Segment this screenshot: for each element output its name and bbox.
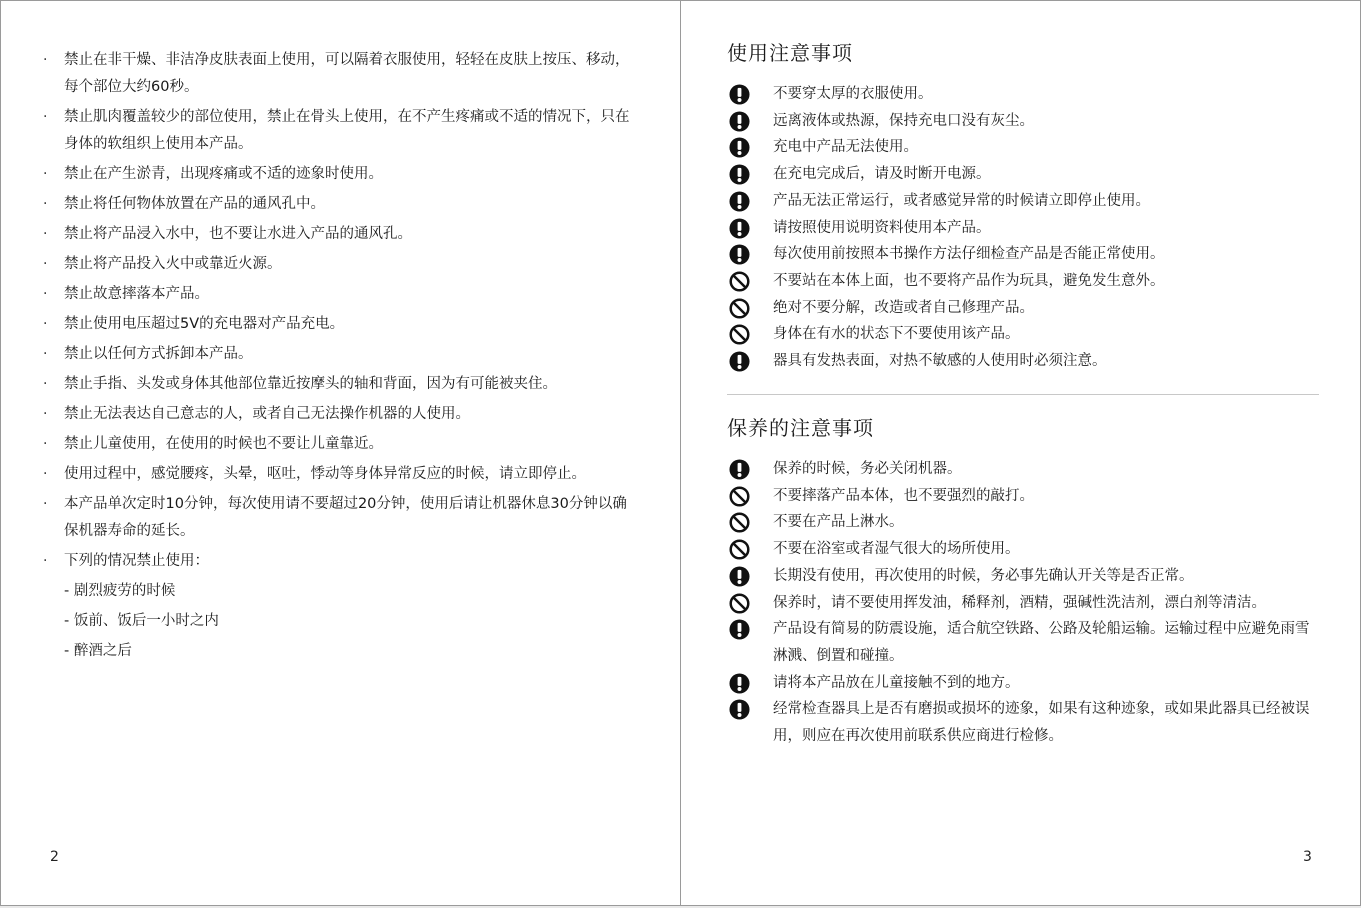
note-item bbox=[727, 241, 1319, 268]
sub-list-item: - 饭前、饭后一小时之内 bbox=[64, 613, 219, 629]
note-text: 请将本产品放在儿童接触不到的地方。 bbox=[773, 674, 1020, 691]
note-text: 产品设有简易的防震设施，适合航空铁路、公路及轮船运输。运输过程中应避免雨雪淋溅、倒置和碰撞。 bbox=[773, 621, 1310, 664]
list-item bbox=[43, 221, 633, 248]
note-text: 每次使用前按照本书操作方法仔细检查产品是否能正常使用。 bbox=[773, 246, 1165, 263]
list-item-text: 下列的情况禁止使用： bbox=[64, 553, 209, 569]
prohibited-icon bbox=[729, 539, 750, 560]
exclamation-icon bbox=[729, 244, 750, 265]
bullet-dot: · bbox=[43, 286, 48, 302]
bullet-dot: · bbox=[43, 256, 48, 272]
note-text: 不要在浴室或者湿气很大的场所使用。 bbox=[773, 541, 1020, 558]
bullet-dot: · bbox=[43, 466, 48, 482]
note-item bbox=[727, 456, 1319, 483]
note-text: 远离液体或热源，保持充电口没有灰尘。 bbox=[773, 112, 1034, 129]
bullet-dot: · bbox=[43, 316, 48, 332]
note-text: 不要在产品上淋水。 bbox=[773, 514, 904, 531]
exclamation-icon bbox=[729, 218, 750, 239]
usage-section bbox=[727, 39, 1319, 375]
bullet-dot: · bbox=[43, 109, 48, 125]
prohibited-icon bbox=[729, 512, 750, 533]
note-text: 绝对不要分解，改造或者自己修理产品。 bbox=[773, 299, 1034, 316]
bullet-dot: · bbox=[43, 376, 48, 392]
section-divider bbox=[727, 394, 1319, 395]
note-text: 不要穿太厚的衣服使用。 bbox=[773, 86, 933, 102]
note-text: 器具有发热表面，对热不敏感的人使用时必须注意。 bbox=[773, 353, 1107, 370]
left-page bbox=[0, 0, 681, 906]
prohibition-list bbox=[43, 47, 633, 668]
list-item bbox=[43, 47, 633, 101]
note-item bbox=[727, 696, 1319, 749]
bullet-dot: · bbox=[43, 496, 48, 512]
list-item bbox=[43, 371, 633, 398]
bullet-dot: · bbox=[43, 553, 48, 569]
bullet-dot: · bbox=[43, 436, 48, 452]
list-item bbox=[43, 461, 633, 488]
note-item bbox=[727, 161, 1319, 188]
usage-section-title: 使用注意事项 bbox=[727, 41, 853, 65]
prohibited-icon bbox=[729, 324, 750, 345]
exclamation-icon bbox=[729, 699, 750, 720]
note-item bbox=[727, 590, 1319, 617]
exclamation-icon bbox=[729, 459, 750, 480]
note-item bbox=[727, 108, 1319, 135]
note-item bbox=[727, 563, 1319, 590]
list-item-text: 禁止故意摔落本产品。 bbox=[64, 286, 209, 302]
list-item bbox=[43, 491, 633, 545]
exclamation-icon bbox=[729, 111, 750, 132]
note-item bbox=[727, 268, 1319, 295]
list-item-text: 禁止将产品浸入水中，也不要让水进入产品的通风孔。 bbox=[64, 226, 412, 242]
list-item bbox=[43, 104, 633, 158]
note-text: 产品无法正常运行，或者感觉异常的时候请立即停止使用。 bbox=[773, 192, 1150, 209]
note-text: 保养的时候，务必关闭机器。 bbox=[773, 461, 962, 477]
prohibited-icon bbox=[729, 271, 750, 292]
list-item bbox=[43, 341, 633, 368]
list-item-text: 禁止肌肉覆盖较少的部位使用，禁止在骨头上使用，在不产生疼痛或不适的情况下，只在身体的软组织上使用本产品。 bbox=[64, 109, 630, 152]
note-item bbox=[727, 215, 1319, 242]
exclamation-icon bbox=[729, 191, 750, 212]
maintenance-notes-list bbox=[727, 456, 1319, 750]
list-item bbox=[43, 431, 633, 458]
list-item bbox=[43, 548, 633, 575]
bullet-dot: · bbox=[43, 226, 48, 242]
prohibited-icon bbox=[729, 298, 750, 319]
list-item-text: 使用过程中，感觉腰疼，头晕，呕吐，悸动等身体异常反应的时候，请立即停止。 bbox=[64, 466, 586, 482]
bullet-dot: · bbox=[43, 52, 48, 68]
note-text: 保养时，请不要使用挥发油，稀释剂，酒精，强碱性洗洁剂，漂白剂等清洁。 bbox=[773, 594, 1266, 611]
list-item bbox=[43, 251, 633, 278]
usage-notes-list bbox=[727, 81, 1319, 375]
page-number-left: 2 bbox=[50, 849, 59, 865]
note-item bbox=[727, 536, 1319, 563]
maintenance-section bbox=[727, 414, 1319, 750]
exclamation-icon bbox=[729, 673, 750, 694]
sub-list-item: - 醉酒之后 bbox=[64, 643, 132, 659]
note-item bbox=[727, 509, 1319, 536]
list-item-text: 禁止手指、头发或身体其他部位靠近按摩头的轴和背面，因为有可能被夹住。 bbox=[64, 376, 557, 392]
right-page bbox=[681, 0, 1361, 906]
note-item bbox=[727, 348, 1319, 375]
note-item bbox=[727, 134, 1319, 161]
list-item bbox=[43, 311, 633, 338]
list-item-text: 禁止在非干燥、非洁净皮肤表面上使用，可以隔着衣服使用，轻轻在皮肤上按压、移动，每个部位大约60秒。 bbox=[64, 52, 630, 95]
bullet-dot: · bbox=[43, 196, 48, 212]
bullet-dot: · bbox=[43, 406, 48, 422]
note-text: 充电中产品无法使用。 bbox=[773, 139, 918, 156]
note-item bbox=[727, 81, 1319, 108]
note-item bbox=[727, 295, 1319, 322]
list-item bbox=[43, 281, 633, 308]
list-item bbox=[43, 401, 633, 428]
list-item-text: 禁止将任何物体放置在产品的通风孔中。 bbox=[64, 196, 325, 212]
prohibited-icon bbox=[729, 593, 750, 614]
list-item-text: 禁止无法表达自己意志的人，或者自己无法操作机器的人使用。 bbox=[64, 406, 470, 422]
note-text: 不要站在本体上面，也不要将产品作为玩具，避免发生意外。 bbox=[773, 272, 1165, 289]
note-text: 在充电完成后，请及时断开电源。 bbox=[773, 166, 991, 183]
note-item bbox=[727, 483, 1319, 510]
list-item bbox=[43, 161, 633, 188]
maintenance-section-title: 保养的注意事项 bbox=[727, 416, 874, 440]
list-item-text: 禁止以任何方式拆卸本产品。 bbox=[64, 346, 253, 362]
list-item-text: 禁止将产品投入火中或靠近火源。 bbox=[64, 256, 282, 272]
note-item bbox=[727, 616, 1319, 669]
note-item bbox=[727, 321, 1319, 348]
note-item bbox=[727, 188, 1319, 215]
list-item-text: 本产品单次定时10分钟，每次使用请不要超过20分钟，使用后请让机器休息30分钟以确保机器寿命的延长。 bbox=[64, 496, 627, 539]
exclamation-icon bbox=[729, 137, 750, 158]
note-text: 经常检查器具上是否有磨损或损坏的迹象，如果有这种迹象，或如果此器具已经被误用，则应在再次使用前联系供应商进行检修。 bbox=[773, 701, 1310, 745]
prohibited-icon bbox=[729, 486, 750, 507]
note-text: 长期没有使用，再次使用的时候，务必事先确认开关等是否正常。 bbox=[773, 567, 1194, 584]
note-item bbox=[727, 670, 1319, 697]
sub-list-item: - 剧烈疲劳的时候 bbox=[64, 583, 176, 599]
exclamation-icon bbox=[729, 619, 750, 640]
note-text: 不要摔落产品本体，也不要强烈的敲打。 bbox=[773, 487, 1034, 504]
exclamation-icon bbox=[729, 164, 750, 185]
exclamation-icon bbox=[729, 566, 750, 587]
page-number-right: 3 bbox=[1303, 849, 1312, 865]
exclamation-icon bbox=[729, 351, 750, 372]
note-text: 身体在有水的状态下不要使用该产品。 bbox=[773, 326, 1020, 343]
list-item-text: 禁止在产生淤青，出现疼痛或不适的迹象时使用。 bbox=[64, 166, 383, 182]
list-item-text: 禁止使用电压超过5V的充电器对产品充电。 bbox=[64, 316, 345, 332]
exclamation-icon bbox=[729, 84, 750, 105]
bullet-dot: · bbox=[43, 166, 48, 182]
list-item-text: 禁止儿童使用，在使用的时候也不要让儿童靠近。 bbox=[64, 436, 383, 452]
note-text: 请按照使用说明资料使用本产品。 bbox=[773, 219, 991, 236]
bullet-dot: · bbox=[43, 346, 48, 362]
list-item bbox=[43, 191, 633, 218]
